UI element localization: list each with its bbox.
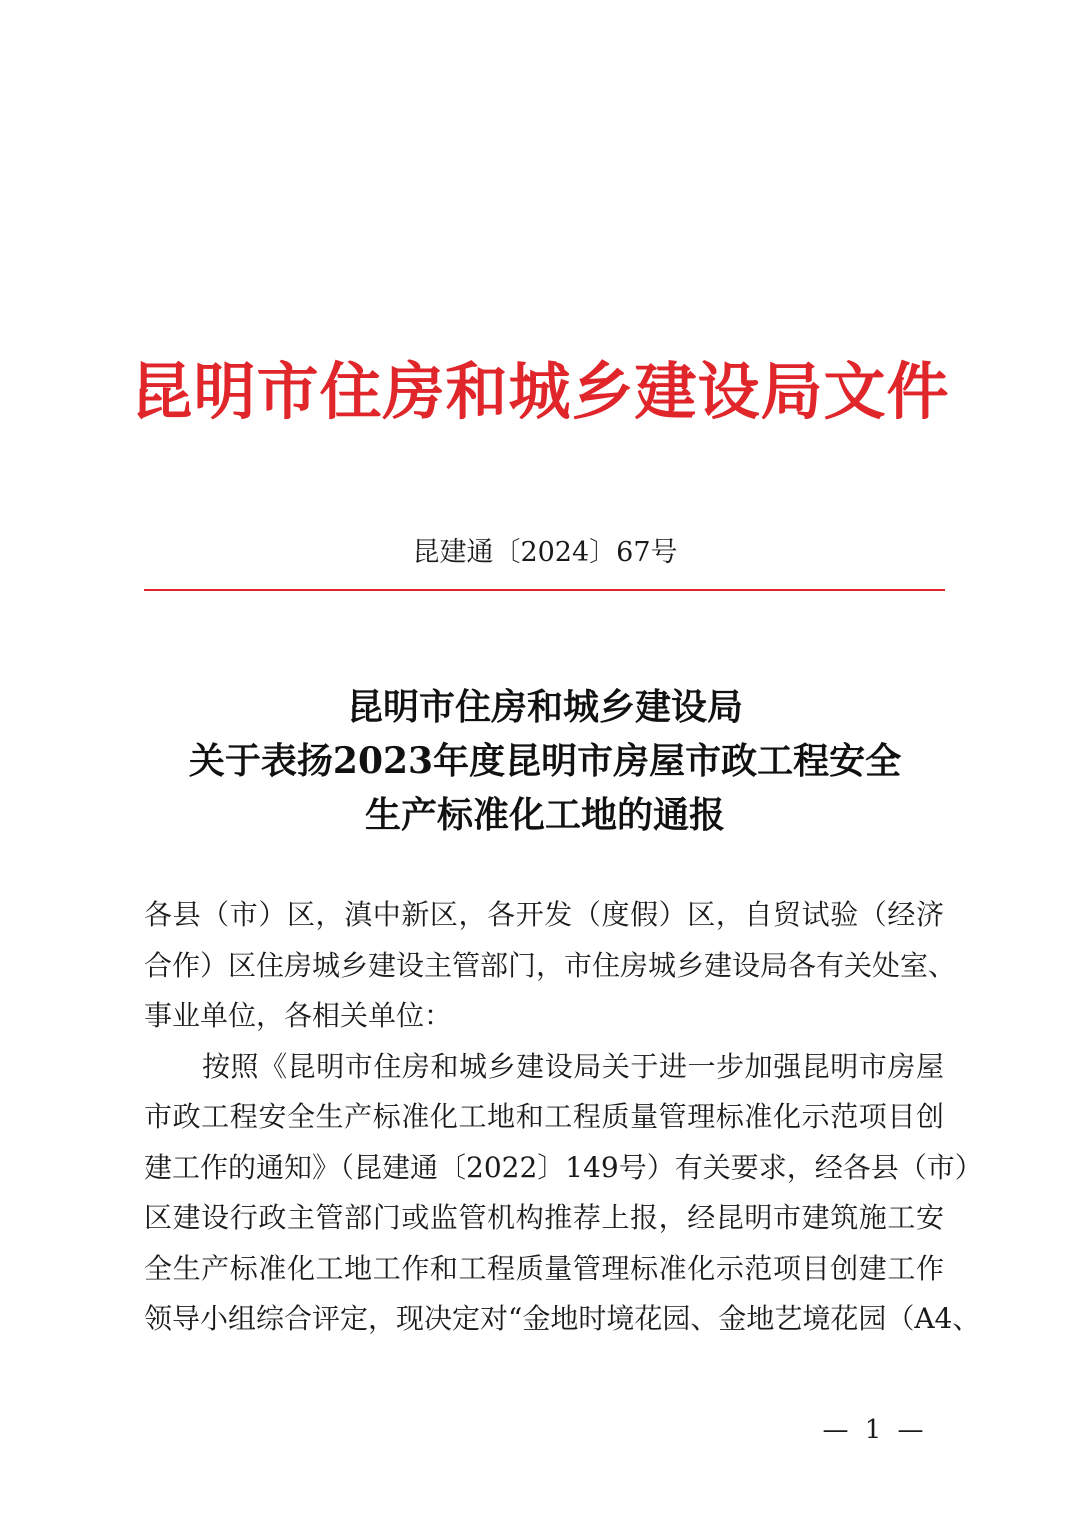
addressee-line: 事业单位，各相关单位： xyxy=(144,999,453,1032)
paragraph-line: 全生产标准化工地工作和工程质量管理标准化示范项目创建工作 xyxy=(144,1251,944,1285)
title-line: 关于表扬2023年度昆明市房屋市政工程安全 xyxy=(188,740,902,782)
body-text xyxy=(144,890,983,1345)
paragraph-line: 区建设行政主管部门或监管机构推荐上报，经昆明市建筑施工安 xyxy=(144,1201,944,1234)
issuer-header-title: 昆明市住房和城乡建设局文件 xyxy=(130,355,950,428)
addressee-line: 各县（市）区，滇中新区，各开发（度假）区，自贸试验（经济 xyxy=(144,898,944,931)
red-separator-line xyxy=(144,589,945,591)
addressee-line: 合作）区住房城乡建设主管部门，市住房城乡建设局各有关处室、 xyxy=(144,948,957,982)
paragraph-line: 建工作的通知》（昆建通〔2022〕149号）有关要求，经各县（市） xyxy=(144,1150,983,1184)
document-number: 昆建通〔2024〕67号 xyxy=(412,537,678,568)
paragraph-line: 领导小组综合评定，现决定对“金地时境花园、金地艺境花园（A4、 xyxy=(144,1302,981,1335)
notice-title xyxy=(100,680,990,842)
paragraph-line: 按照《昆明市住房和城乡建设局关于进一步加强昆明市房屋 xyxy=(202,1049,944,1083)
title-line: 生产标准化工地的通报 xyxy=(364,794,725,836)
title-line: 昆明市住房和城乡建设局 xyxy=(346,686,743,728)
page-number: — 1 — xyxy=(822,1415,928,1445)
paragraph-line: 市政工程安全生产标准化工地和工程质量管理标准化示范项目创 xyxy=(144,1100,944,1133)
